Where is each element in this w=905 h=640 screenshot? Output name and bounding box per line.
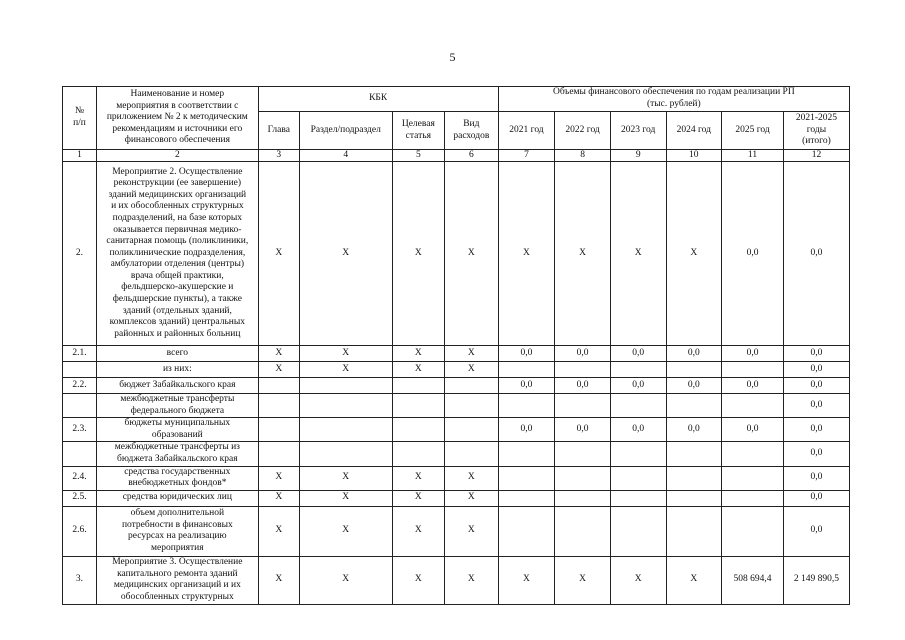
col-index: 8 xyxy=(555,150,611,162)
header-glava: Глава xyxy=(258,112,299,150)
value-cell: Х xyxy=(299,362,392,378)
row-number-cell: 2.2. xyxy=(63,378,97,394)
value-cell: Х xyxy=(299,162,392,346)
row-number-cell: 2.3. xyxy=(63,418,97,442)
value-cell xyxy=(610,394,666,418)
value-cell: Х xyxy=(299,490,392,506)
header-2021: 2021 год xyxy=(498,112,555,150)
header-2022: 2022 год xyxy=(555,112,611,150)
value-cell: 2 149 890,5 xyxy=(783,556,849,604)
value-cell: 0,0 xyxy=(610,346,666,362)
row-number-cell xyxy=(63,362,97,378)
value-cell: 0,0 xyxy=(783,490,849,506)
value-cell xyxy=(722,506,784,556)
value-cell: Х xyxy=(392,466,445,490)
value-cell xyxy=(392,394,445,418)
row-number-cell xyxy=(63,442,97,466)
value-cell: 0,0 xyxy=(666,418,722,442)
value-cell: 0,0 xyxy=(783,442,849,466)
col-index: 7 xyxy=(498,150,555,162)
value-cell: 0,0 xyxy=(610,418,666,442)
value-cell: 0,0 xyxy=(783,466,849,490)
value-cell xyxy=(498,442,555,466)
value-cell xyxy=(498,466,555,490)
value-cell: 0,0 xyxy=(783,418,849,442)
value-cell xyxy=(258,394,299,418)
value-cell: Х xyxy=(610,556,666,604)
value-cell: Х xyxy=(445,556,499,604)
value-cell xyxy=(555,394,611,418)
table-row xyxy=(63,362,850,378)
value-cell: 0,0 xyxy=(783,162,849,346)
value-cell: Х xyxy=(258,162,299,346)
header-kbk: КБК xyxy=(258,87,498,112)
table-row xyxy=(63,162,850,346)
row-name-cell: средства юридических лиц xyxy=(96,490,258,506)
value-cell: Х xyxy=(258,466,299,490)
header-name: Наименование и номер мероприятия в соответствии с приложением № 2 к методическим рекомендациям и источники его финансового обеспечения xyxy=(96,87,258,150)
value-cell: Х xyxy=(445,362,499,378)
value-cell xyxy=(392,442,445,466)
value-cell xyxy=(498,394,555,418)
value-cell: Х xyxy=(555,556,611,604)
value-cell: Х xyxy=(299,506,392,556)
value-cell: 508 694,4 xyxy=(722,556,784,604)
value-cell: Х xyxy=(445,162,499,346)
value-cell: 0,0 xyxy=(666,346,722,362)
value-cell: Х xyxy=(258,490,299,506)
row-number-cell: 2. xyxy=(63,162,97,346)
value-cell xyxy=(445,442,499,466)
value-cell: 0,0 xyxy=(722,378,784,394)
value-cell: Х xyxy=(392,490,445,506)
value-cell xyxy=(722,394,784,418)
table-row xyxy=(63,378,850,394)
col-index: 1 xyxy=(63,150,97,162)
value-cell: Х xyxy=(392,556,445,604)
value-cell: Х xyxy=(498,162,555,346)
value-cell xyxy=(722,490,784,506)
col-index: 10 xyxy=(666,150,722,162)
value-cell xyxy=(610,442,666,466)
value-cell xyxy=(610,362,666,378)
value-cell xyxy=(555,506,611,556)
value-cell: 0,0 xyxy=(783,394,849,418)
value-cell: Х xyxy=(258,346,299,362)
value-cell xyxy=(666,442,722,466)
value-cell xyxy=(258,418,299,442)
value-cell xyxy=(722,362,784,378)
header-num: № п/п xyxy=(63,87,97,150)
value-cell xyxy=(299,442,392,466)
value-cell: Х xyxy=(258,556,299,604)
value-cell: Х xyxy=(299,556,392,604)
value-cell xyxy=(722,466,784,490)
value-cell: 0,0 xyxy=(498,346,555,362)
value-cell xyxy=(445,378,499,394)
value-cell: 0,0 xyxy=(722,346,784,362)
col-index: 11 xyxy=(722,150,784,162)
value-cell: Х xyxy=(299,466,392,490)
col-index: 4 xyxy=(299,150,392,162)
header-total: 2021-2025 годы (итого) xyxy=(783,112,849,150)
row-name-cell: бюджеты муниципальных образований xyxy=(96,418,258,442)
value-cell xyxy=(392,418,445,442)
header-row-1 xyxy=(63,87,850,112)
value-cell xyxy=(666,490,722,506)
page-number: 5 xyxy=(449,50,456,64)
value-cell xyxy=(258,442,299,466)
value-cell xyxy=(498,490,555,506)
header-razdel: Раздел/подраздел xyxy=(299,112,392,150)
col-index: 6 xyxy=(445,150,499,162)
col-index: 2 xyxy=(96,150,258,162)
row-number-cell xyxy=(63,394,97,418)
col-index: 9 xyxy=(610,150,666,162)
col-index: 3 xyxy=(258,150,299,162)
row-name-cell: межбюджетные трансферты из бюджета Забайкальского края xyxy=(96,442,258,466)
row-name-cell: межбюджетные трансферты федерального бюджета xyxy=(96,394,258,418)
value-cell: 0,0 xyxy=(555,418,611,442)
value-cell xyxy=(498,506,555,556)
row-number-cell: 3. xyxy=(63,556,97,604)
row-name-cell: Мероприятие 2. Осуществление реконструкции (ее завершение) зданий медицинских организаций и их обособленных структурных подразделений, на базе которых оказывается первичная медико- санитарная помощь (поликлиники, поликлинические подразделения, амбулатории отделения (центры) врача общей практики, фельдшерско-акушерские и фельдшерские пункты), а также зданий (отдельных зданий, комплексов зданий) центральных районных и районных больниц xyxy=(96,162,258,346)
col-index: 5 xyxy=(392,150,445,162)
table-body xyxy=(63,162,850,605)
row-number-cell: 2.5. xyxy=(63,490,97,506)
row-name-cell: всего xyxy=(96,346,258,362)
value-cell: 0,0 xyxy=(498,418,555,442)
value-cell xyxy=(299,378,392,394)
row-name-cell: Мероприятие 3. Осуществление капитального ремонта зданий медицинских организаций и их обособленных структурных xyxy=(96,556,258,604)
value-cell xyxy=(610,506,666,556)
header-2024: 2024 год xyxy=(666,112,722,150)
value-cell: 0,0 xyxy=(783,362,849,378)
value-cell xyxy=(498,362,555,378)
row-number-cell: 2.6. xyxy=(63,506,97,556)
table-row xyxy=(63,506,850,556)
value-cell xyxy=(666,466,722,490)
row-name-cell: бюджет Забайкальского края xyxy=(96,378,258,394)
column-index-row xyxy=(63,150,850,162)
value-cell: 0,0 xyxy=(555,378,611,394)
value-cell: 0,0 xyxy=(722,162,784,346)
table-row xyxy=(63,394,850,418)
row-number-cell: 2.1. xyxy=(63,346,97,362)
value-cell: Х xyxy=(555,162,611,346)
value-cell: Х xyxy=(258,506,299,556)
value-cell: 0,0 xyxy=(783,378,849,394)
value-cell xyxy=(610,466,666,490)
row-name-cell: объем дополнительной потребности в финансовых ресурсах на реализацию мероприятия xyxy=(96,506,258,556)
value-cell: Х xyxy=(299,346,392,362)
table-row xyxy=(63,490,850,506)
value-cell: 0,0 xyxy=(498,378,555,394)
value-cell: Х xyxy=(392,362,445,378)
table-row xyxy=(63,346,850,362)
value-cell xyxy=(445,418,499,442)
value-cell xyxy=(666,394,722,418)
table-row xyxy=(63,418,850,442)
row-name-cell: средства государственных внебюджетных фондов* xyxy=(96,466,258,490)
value-cell: 0,0 xyxy=(722,418,784,442)
value-cell xyxy=(610,490,666,506)
header-tselevaya: Целевая статья xyxy=(392,112,445,150)
value-cell xyxy=(445,394,499,418)
value-cell xyxy=(258,378,299,394)
value-cell xyxy=(722,442,784,466)
value-cell: 0,0 xyxy=(783,506,849,556)
value-cell: Х xyxy=(258,362,299,378)
value-cell: Х xyxy=(666,556,722,604)
value-cell xyxy=(666,506,722,556)
header-2023: 2023 год xyxy=(610,112,666,150)
row-number-cell: 2.4. xyxy=(63,466,97,490)
row-name-cell: из них: xyxy=(96,362,258,378)
value-cell: 0,0 xyxy=(610,378,666,394)
value-cell: Х xyxy=(666,162,722,346)
value-cell xyxy=(299,418,392,442)
table-row xyxy=(63,466,850,490)
value-cell: 0,0 xyxy=(783,346,849,362)
col-index: 12 xyxy=(783,150,849,162)
value-cell xyxy=(555,466,611,490)
value-cell xyxy=(555,362,611,378)
financing-table xyxy=(62,86,850,605)
value-cell: Х xyxy=(392,346,445,362)
value-cell: Х xyxy=(610,162,666,346)
value-cell: Х xyxy=(498,556,555,604)
value-cell: Х xyxy=(445,490,499,506)
value-cell: Х xyxy=(445,466,499,490)
header-2025: 2025 год xyxy=(722,112,784,150)
value-cell: Х xyxy=(445,346,499,362)
header-volumes: Объемы финансового обеспечения по годам реализации РП (тыс. рублей) xyxy=(498,87,849,112)
header-vid: Вид расходов xyxy=(445,112,499,150)
value-cell xyxy=(299,394,392,418)
table-row xyxy=(63,442,850,466)
value-cell xyxy=(666,362,722,378)
value-cell: Х xyxy=(392,162,445,346)
value-cell xyxy=(555,490,611,506)
value-cell xyxy=(555,442,611,466)
value-cell: 0,0 xyxy=(555,346,611,362)
table-row xyxy=(63,556,850,604)
value-cell: Х xyxy=(392,506,445,556)
value-cell: Х xyxy=(445,506,499,556)
value-cell: 0,0 xyxy=(666,378,722,394)
value-cell xyxy=(392,378,445,394)
